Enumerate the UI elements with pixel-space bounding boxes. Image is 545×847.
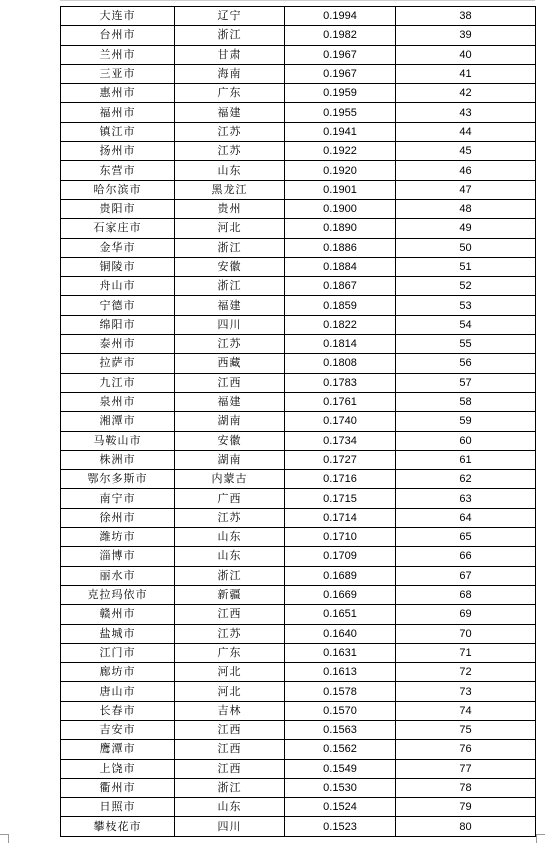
score-cell: 0.1651	[285, 605, 396, 624]
score-cell: 0.1761	[285, 392, 396, 411]
province-cell: 浙江	[175, 277, 285, 296]
province-cell: 安徽	[175, 431, 285, 450]
rank-cell: 39	[396, 26, 536, 45]
province-cell: 西藏	[175, 354, 285, 373]
table-row	[61, 528, 536, 547]
province-cell: 河北	[175, 219, 285, 238]
province-cell: 江苏	[175, 335, 285, 354]
rank-cell: 48	[396, 199, 536, 218]
province-cell: 广东	[175, 643, 285, 662]
table-row	[61, 663, 536, 682]
rank-cell: 42	[396, 84, 536, 103]
rank-cell: 68	[396, 585, 536, 604]
city-cell: 淄博市	[61, 547, 175, 566]
score-cell: 0.1808	[285, 354, 396, 373]
province-cell: 内蒙古	[175, 470, 285, 489]
province-cell: 山东	[175, 161, 285, 180]
city-cell: 江门市	[61, 643, 175, 662]
province-cell: 辽宁	[175, 7, 285, 26]
score-cell: 0.1570	[285, 701, 396, 720]
score-cell: 0.1859	[285, 296, 396, 315]
score-cell: 0.1714	[285, 508, 396, 527]
table-row	[61, 817, 536, 836]
province-cell: 浙江	[175, 238, 285, 257]
score-cell: 0.1901	[285, 180, 396, 199]
score-cell: 0.1982	[285, 26, 396, 45]
province-cell: 江西	[175, 720, 285, 739]
rank-cell: 75	[396, 720, 536, 739]
table-row	[61, 431, 536, 450]
rank-cell: 64	[396, 508, 536, 527]
rank-cell: 62	[396, 470, 536, 489]
province-cell: 湖南	[175, 450, 285, 469]
score-cell: 0.1631	[285, 643, 396, 662]
province-cell: 河北	[175, 682, 285, 701]
table-row	[61, 84, 536, 103]
rank-cell: 80	[396, 817, 536, 836]
city-cell: 镇江市	[61, 122, 175, 141]
province-cell: 黑龙江	[175, 180, 285, 199]
table-row	[61, 682, 536, 701]
table-row	[61, 605, 536, 624]
province-cell: 浙江	[175, 26, 285, 45]
rank-cell: 55	[396, 335, 536, 354]
table-row	[61, 489, 536, 508]
city-cell: 湘潭市	[61, 412, 175, 431]
score-cell: 0.1578	[285, 682, 396, 701]
table-row	[61, 624, 536, 643]
table-row	[61, 103, 536, 122]
rank-cell: 72	[396, 663, 536, 682]
score-cell: 0.1740	[285, 412, 396, 431]
province-cell: 江西	[175, 605, 285, 624]
city-cell: 徐州市	[61, 508, 175, 527]
score-cell: 0.1994	[285, 7, 396, 26]
score-cell: 0.1563	[285, 720, 396, 739]
province-cell: 江西	[175, 740, 285, 759]
table-row	[61, 296, 536, 315]
score-cell: 0.1783	[285, 373, 396, 392]
table-row	[61, 180, 536, 199]
rank-cell: 74	[396, 701, 536, 720]
score-cell: 0.1689	[285, 566, 396, 585]
table-row	[61, 315, 536, 334]
table-row	[61, 508, 536, 527]
city-cell: 攀枝花市	[61, 817, 175, 836]
score-cell: 0.1530	[285, 778, 396, 797]
province-cell: 江苏	[175, 142, 285, 161]
score-cell: 0.1967	[285, 64, 396, 83]
score-cell: 0.1562	[285, 740, 396, 759]
rank-cell: 45	[396, 142, 536, 161]
rank-cell: 41	[396, 64, 536, 83]
city-cell: 潍坊市	[61, 528, 175, 547]
rank-cell: 71	[396, 643, 536, 662]
province-cell: 山东	[175, 547, 285, 566]
rank-cell: 67	[396, 566, 536, 585]
city-cell: 拉萨市	[61, 354, 175, 373]
province-cell: 贵州	[175, 199, 285, 218]
score-cell: 0.1890	[285, 219, 396, 238]
city-cell: 上饶市	[61, 759, 175, 778]
city-cell: 赣州市	[61, 605, 175, 624]
city-cell: 金华市	[61, 238, 175, 257]
table-row	[61, 142, 536, 161]
score-cell: 0.1884	[285, 257, 396, 276]
table-row	[61, 199, 536, 218]
table-row	[61, 585, 536, 604]
table-row	[61, 566, 536, 585]
province-cell: 山东	[175, 528, 285, 547]
city-cell: 唐山市	[61, 682, 175, 701]
crop-mark-bottom-right	[536, 834, 545, 843]
table-row	[61, 277, 536, 296]
table-row	[61, 238, 536, 257]
province-cell: 湖南	[175, 412, 285, 431]
city-cell: 三亚市	[61, 64, 175, 83]
score-cell: 0.1900	[285, 199, 396, 218]
score-cell: 0.1941	[285, 122, 396, 141]
score-cell: 0.1822	[285, 315, 396, 334]
city-cell: 丽水市	[61, 566, 175, 585]
city-cell: 盐城市	[61, 624, 175, 643]
table-body	[61, 7, 536, 837]
city-ranking-table	[60, 6, 536, 837]
rank-cell: 57	[396, 373, 536, 392]
score-cell: 0.1549	[285, 759, 396, 778]
province-cell: 河北	[175, 663, 285, 682]
city-cell: 衢州市	[61, 778, 175, 797]
rank-cell: 69	[396, 605, 536, 624]
score-cell: 0.1669	[285, 585, 396, 604]
table-row	[61, 798, 536, 817]
province-cell: 四川	[175, 315, 285, 334]
province-cell: 广东	[175, 84, 285, 103]
rank-cell: 51	[396, 257, 536, 276]
rank-cell: 60	[396, 431, 536, 450]
score-cell: 0.1727	[285, 450, 396, 469]
score-cell: 0.1524	[285, 798, 396, 817]
city-cell: 鹰潭市	[61, 740, 175, 759]
province-cell: 福建	[175, 392, 285, 411]
province-cell: 浙江	[175, 566, 285, 585]
city-cell: 鄂尔多斯市	[61, 470, 175, 489]
table-row	[61, 450, 536, 469]
rank-cell: 47	[396, 180, 536, 199]
score-cell: 0.1922	[285, 142, 396, 161]
table-row	[61, 257, 536, 276]
table-row	[61, 778, 536, 797]
rank-cell: 73	[396, 682, 536, 701]
table-row	[61, 335, 536, 354]
rank-cell: 44	[396, 122, 536, 141]
table-row	[61, 701, 536, 720]
score-cell: 0.1716	[285, 470, 396, 489]
crop-mark-bottom-left	[0, 834, 9, 843]
rank-cell: 56	[396, 354, 536, 373]
rank-cell: 78	[396, 778, 536, 797]
city-cell: 吉安市	[61, 720, 175, 739]
city-cell: 株洲市	[61, 450, 175, 469]
province-cell: 安徽	[175, 257, 285, 276]
province-cell: 新疆	[175, 585, 285, 604]
rank-cell: 38	[396, 7, 536, 26]
score-cell: 0.1959	[285, 84, 396, 103]
city-cell: 兰州市	[61, 45, 175, 64]
rank-cell: 65	[396, 528, 536, 547]
city-cell: 扬州市	[61, 142, 175, 161]
city-cell: 台州市	[61, 26, 175, 45]
city-cell: 日照市	[61, 798, 175, 817]
rank-cell: 70	[396, 624, 536, 643]
province-cell: 江西	[175, 373, 285, 392]
rank-cell: 46	[396, 161, 536, 180]
city-cell: 东营市	[61, 161, 175, 180]
rank-cell: 76	[396, 740, 536, 759]
province-cell: 江苏	[175, 122, 285, 141]
province-cell: 江苏	[175, 624, 285, 643]
city-cell: 绵阳市	[61, 315, 175, 334]
score-cell: 0.1715	[285, 489, 396, 508]
table-row	[61, 412, 536, 431]
table-row	[61, 122, 536, 141]
city-cell: 舟山市	[61, 277, 175, 296]
city-cell: 福州市	[61, 103, 175, 122]
city-cell: 泰州市	[61, 335, 175, 354]
rank-cell: 66	[396, 547, 536, 566]
rank-cell: 79	[396, 798, 536, 817]
province-cell: 吉林	[175, 701, 285, 720]
rank-cell: 77	[396, 759, 536, 778]
province-cell: 四川	[175, 817, 285, 836]
page-top-line	[60, 0, 535, 1]
city-cell: 哈尔滨市	[61, 180, 175, 199]
city-cell: 贵阳市	[61, 199, 175, 218]
table-row	[61, 45, 536, 64]
table-row	[61, 7, 536, 26]
rank-cell: 58	[396, 392, 536, 411]
table-row	[61, 720, 536, 739]
score-cell: 0.1523	[285, 817, 396, 836]
score-cell: 0.1814	[285, 335, 396, 354]
city-cell: 泉州市	[61, 392, 175, 411]
city-cell: 铜陵市	[61, 257, 175, 276]
score-cell: 0.1734	[285, 431, 396, 450]
rank-cell: 63	[396, 489, 536, 508]
table-row	[61, 392, 536, 411]
rank-cell: 61	[396, 450, 536, 469]
city-cell: 宁德市	[61, 296, 175, 315]
rank-cell: 59	[396, 412, 536, 431]
rank-cell: 40	[396, 45, 536, 64]
score-cell: 0.1967	[285, 45, 396, 64]
city-cell: 九江市	[61, 373, 175, 392]
province-cell: 福建	[175, 103, 285, 122]
table-row	[61, 643, 536, 662]
province-cell: 江苏	[175, 508, 285, 527]
table-row	[61, 740, 536, 759]
score-cell: 0.1613	[285, 663, 396, 682]
table-row	[61, 470, 536, 489]
rank-cell: 53	[396, 296, 536, 315]
province-cell: 海南	[175, 64, 285, 83]
table-row	[61, 759, 536, 778]
province-cell: 江西	[175, 759, 285, 778]
city-cell: 廊坊市	[61, 663, 175, 682]
score-cell: 0.1867	[285, 277, 396, 296]
province-cell: 浙江	[175, 778, 285, 797]
city-cell: 马鞍山市	[61, 431, 175, 450]
city-cell: 克拉玛依市	[61, 585, 175, 604]
rank-cell: 49	[396, 219, 536, 238]
table-row	[61, 161, 536, 180]
table-row	[61, 547, 536, 566]
city-cell: 惠州市	[61, 84, 175, 103]
table-row	[61, 64, 536, 83]
province-cell: 甘肃	[175, 45, 285, 64]
table-row	[61, 373, 536, 392]
city-cell: 南宁市	[61, 489, 175, 508]
province-cell: 福建	[175, 296, 285, 315]
score-cell: 0.1886	[285, 238, 396, 257]
table-row	[61, 26, 536, 45]
rank-cell: 54	[396, 315, 536, 334]
province-cell: 广西	[175, 489, 285, 508]
table-row	[61, 219, 536, 238]
city-cell: 大连市	[61, 7, 175, 26]
score-cell: 0.1955	[285, 103, 396, 122]
rank-cell: 52	[396, 277, 536, 296]
score-cell: 0.1710	[285, 528, 396, 547]
city-cell: 长春市	[61, 701, 175, 720]
score-cell: 0.1709	[285, 547, 396, 566]
table-row	[61, 354, 536, 373]
rank-cell: 43	[396, 103, 536, 122]
rank-cell: 50	[396, 238, 536, 257]
city-cell: 石家庄市	[61, 219, 175, 238]
province-cell: 山东	[175, 798, 285, 817]
score-cell: 0.1640	[285, 624, 396, 643]
score-cell: 0.1920	[285, 161, 396, 180]
